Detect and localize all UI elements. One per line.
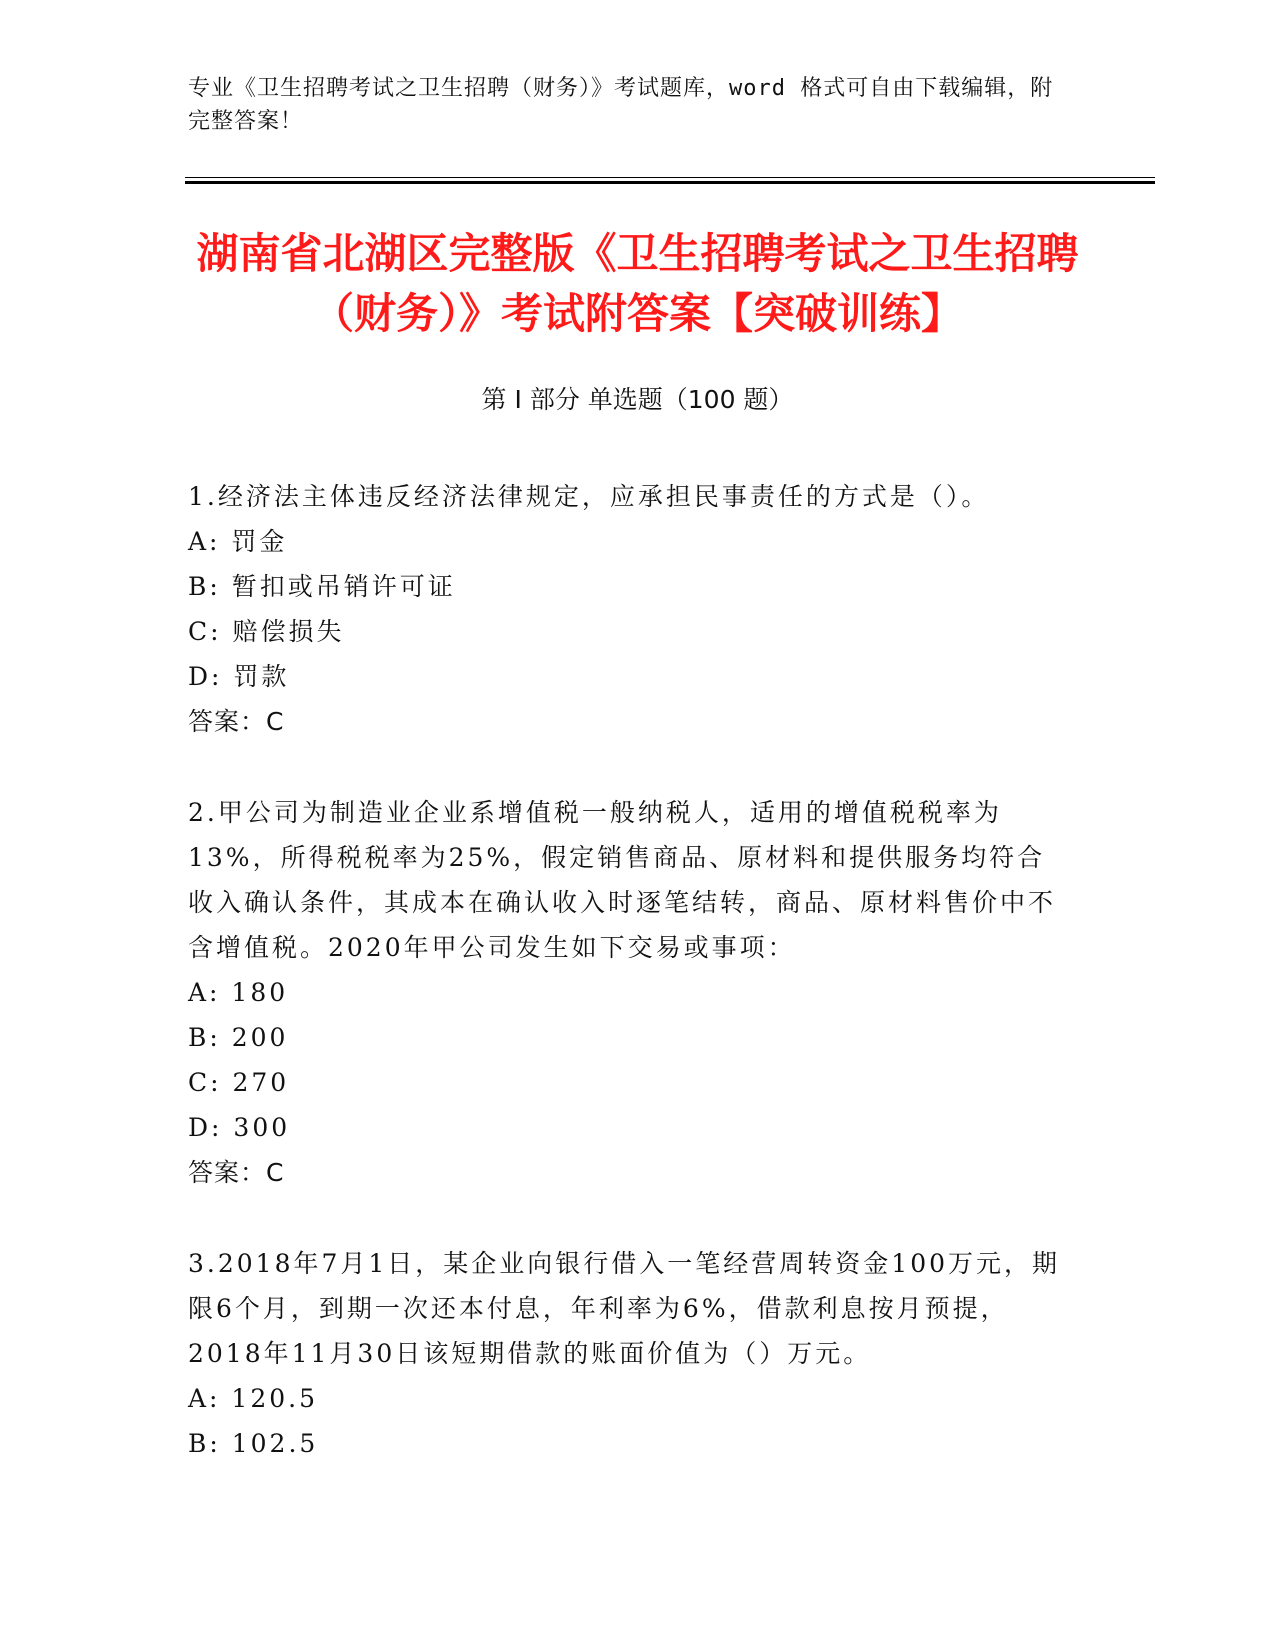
answer: 答案：C <box>188 1158 285 1187</box>
question-stem: 1.经济法主体违反经济法律规定，应承担民事责任的方式是（）。 <box>188 482 990 511</box>
option-c: C: 赔偿损失 <box>188 617 345 646</box>
option-a: A: 180 <box>188 978 289 1007</box>
option-b: B: 200 <box>188 1023 289 1052</box>
section-heading: 第 I 部分 单选题（100 题） <box>481 385 794 414</box>
header-divider-thin <box>185 177 1155 178</box>
option-b: B: 暂扣或吊销许可证 <box>188 572 456 601</box>
question-2 <box>188 790 1068 1195</box>
document-title: 湖南省北湖区完整版《卫生招聘考试之卫生招聘（财务）》考试附答案【突破训练】 <box>196 229 1079 338</box>
question-1 <box>188 474 1068 744</box>
option-d: D: 罚款 <box>188 662 290 691</box>
option-a: A: 120.5 <box>188 1384 318 1413</box>
question-3 <box>188 1241 1068 1466</box>
option-c: C: 270 <box>188 1068 290 1097</box>
option-d: D: 300 <box>188 1113 291 1142</box>
option-b: B: 102.5 <box>188 1429 319 1458</box>
answer: 答案：C <box>188 707 285 736</box>
question-stem: 2.甲公司为制造业企业系增值税一般纳税人，适用的增值税税率为13%，所得税税率为25%，假定销售商品、原材料和提供服务均符合收入确认条件，其成本在确认收入时逐笔结转，商品、原材料售价中不含增值税。2020年甲公司发生如下交易或事项： <box>188 798 1057 962</box>
header-note: 专业《卫生招聘考试之卫生招聘（财务）》考试题库，word 格式可自由下载编辑，附完整答案！ <box>188 76 1054 134</box>
option-a: A: 罚金 <box>188 527 288 556</box>
question-list <box>188 474 1068 1512</box>
question-stem: 3.2018年7月1日，某企业向银行借入一笔经营周转资金100万元，期限6个月，到期一次还本付息，年利率为6%，借款利息按月预提，2018年11月30日该短期借款的账面价值为（）万元。 <box>188 1249 1061 1368</box>
header-divider-thick <box>185 181 1155 184</box>
